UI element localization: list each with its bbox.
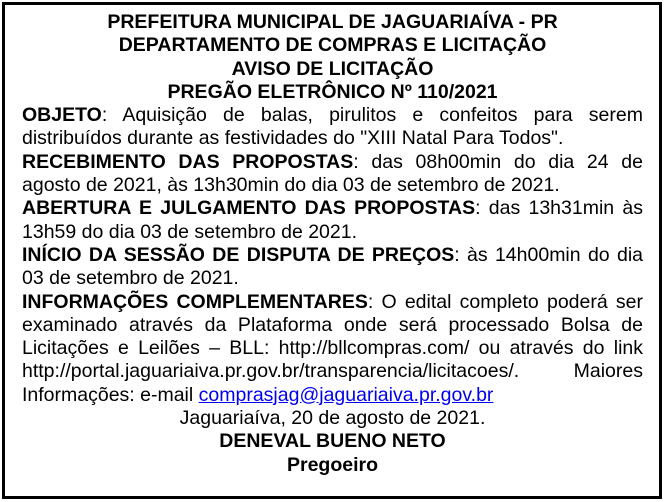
header-line-prefeitura: PREFEITURA MUNICIPAL DE JAGUARIAÍVA - PR	[107, 11, 558, 33]
signer-name: DENEVAL BUENO NETO	[219, 430, 446, 453]
paragraph-inicio-text: : às 14h00min do dia 03 de setembro de 2021.	[22, 243, 643, 290]
paragraph-objeto	[22, 104, 643, 151]
email-link[interactable]: comprasjag@jaguariaiva.pr.gov.br	[198, 383, 494, 406]
paragraph-abertura-label: ABERTURA E JULGAMENTO DAS PROPOSTAS	[22, 197, 476, 220]
notice-header	[22, 11, 643, 104]
paragraph-recebimento-text: : das 08h00min do dia 24 de agosto de 2021, às 13h30min do dia 03 de setembro de 2021.	[22, 150, 644, 197]
paragraph-inicio	[22, 244, 643, 291]
paragraph-objeto-label: OBJETO	[22, 104, 102, 127]
paragraph-abertura-text: : das 13h31min às 13h59 do dia 03 de setembro de 2021.	[22, 197, 643, 243]
paragraph-abertura	[22, 197, 643, 244]
paragraph-inicio-label: INÍCIO DA SESSÃO DE DISPUTA DE PREÇOS	[22, 243, 455, 266]
paragraph-objeto-text: : Aquisição de balas, pirulitos e confeitos para serem distribuídos durante as festividades do "XIII Natal Para Todos".	[22, 104, 643, 150]
header-line-aviso: AVISO DE LICITAÇÃO	[231, 57, 434, 80]
notice-footer	[22, 407, 643, 477]
signer-role: Pregoeiro	[286, 453, 379, 476]
header-line-pregao: PREGÃO ELETRÔNICO Nº 110/2021	[167, 80, 498, 103]
paragraph-informacoes-text: : O edital completo poderá ser examinado através da Plataforma onde será processado Bolsa de Licitações e Leilões – BLL: http://bllcompras.com/ ou através do link http://portal.jaguariaiva.pr.gov.br/transparencia/licitacoes/. Maiores Informações: e-mail	[22, 290, 643, 406]
header-line-departamento: DEPARTAMENTO DE COMPRAS E LICITAÇÃO	[118, 34, 547, 57]
paragraph-informacoes-label: INFORMAÇÕES COMPLEMENTARES	[22, 290, 368, 313]
paragraph-recebimento	[22, 151, 643, 198]
paragraph-informacoes	[22, 291, 643, 407]
paragraph-recebimento-label: RECEBIMENTO DAS PROPOSTAS	[22, 150, 354, 173]
notice-page	[2, 2, 662, 499]
date-line: Jaguariaíva, 20 de agosto de 2021.	[179, 407, 486, 430]
